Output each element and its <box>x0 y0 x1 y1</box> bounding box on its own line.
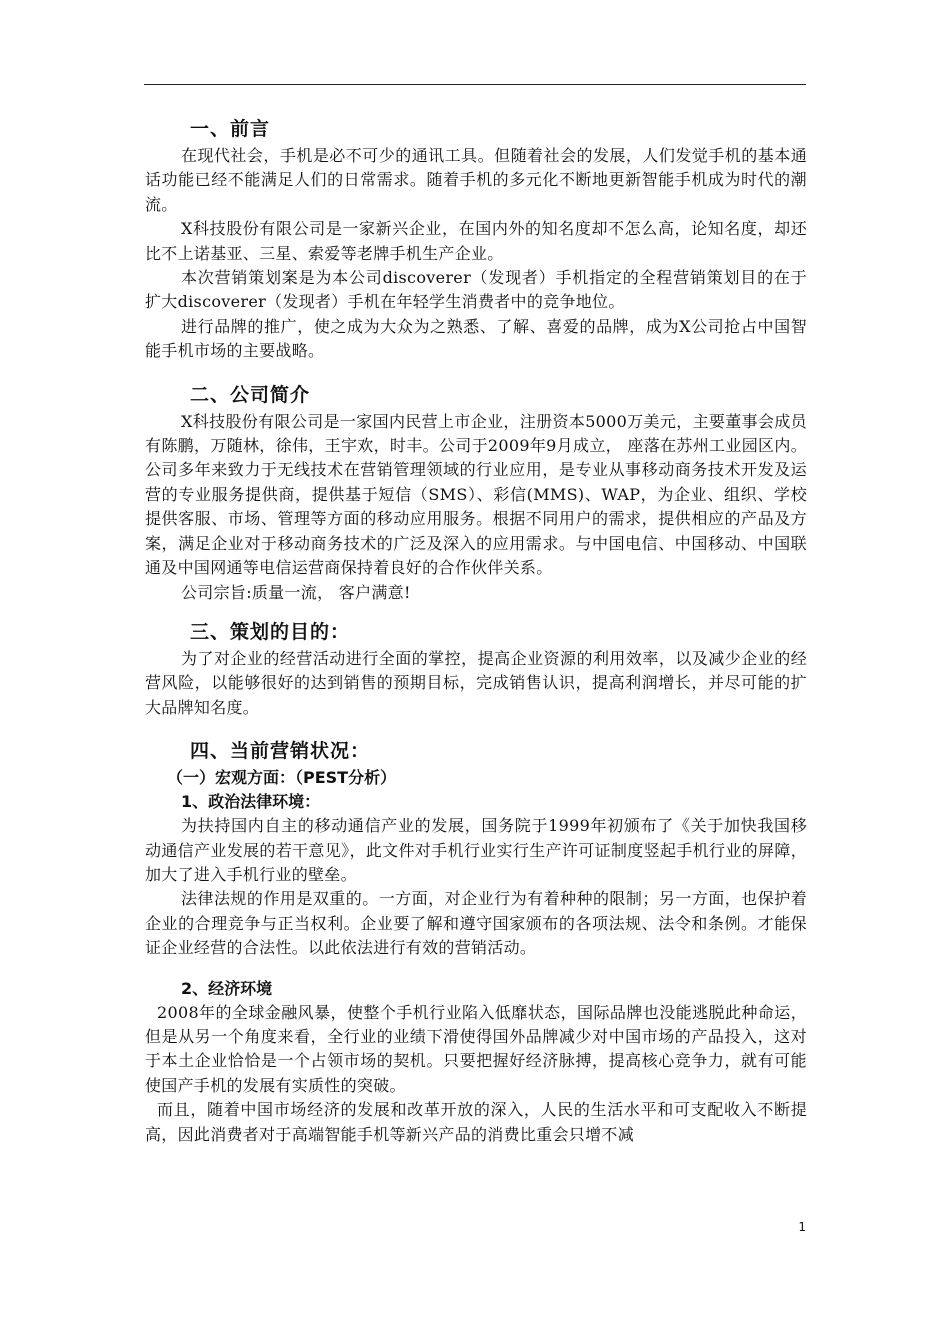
page-number: 1 <box>798 1220 806 1234</box>
section-heading-purpose: 三、策划的目的： <box>190 620 351 643</box>
section-heading-preface: 一、前言 <box>190 118 271 140</box>
subsection-heading-macro: （一）宏观方面：（PEST分析） <box>167 768 397 788</box>
header-rule <box>144 84 806 85</box>
paragraph: 法律法规的作用是双重的。一方面，对企业行为有着种种的限制；另一方面，也保护着企业的合理竞争与正当权利。企业要了解和遵守国家颁布的各项法规、法令和条例。才能保证企业经营的合法性。以此依法进行有效的营销活动。 <box>145 889 807 958</box>
section-heading-marketing: 四、当前营销状况： <box>190 740 371 763</box>
paragraph: 进行品牌的推广，使之成为大众为之熟悉、了解、喜爱的品牌，成为X公司抢占中国智能手机市场的主要战略。 <box>145 316 807 361</box>
paragraph: X科技股份有限公司是一家新兴企业，在国内外的知名度却不怎么高，论知名度，却还比不上诺基亚、三星、索爱等老牌手机生产企业。 <box>145 219 807 263</box>
paragraph: 为了对企业的经营活动进行全面的掌控，提高企业资源的利用效率，以及减少企业的经营风险，以能够很好的达到销售的预期目标，完成销售认识，提高利润增长，并尽可能的扩大品牌知名度。 <box>145 648 807 717</box>
paragraph: 为扶持国内自主的移动通信产业的发展，国务院于1999年初颁布了《关于加快我国移动通信产业发展的若干意见》，此文件对手机行业实行生产许可证制度竖起手机行业的屏障，加大了进入手机行业的壁垒。 <box>145 816 807 884</box>
item-heading-political: 1、政治法律环境： <box>181 792 321 812</box>
section-heading-company: 二、公司简介 <box>190 383 311 406</box>
paragraph: 公司宗旨:质量一流， 客户满意! <box>181 582 411 602</box>
paragraph: X科技股份有限公司是一家国内民营上市企业，注册资本5000万美元，主要董事会成员有陈鹏，万随林，徐伟，王宇欢，时丰。公司于2009年9月成立， 座落在苏州工业园区内。公司多年来致力于无线技术在营销管理领域的行业应用，是专业从事移动商务技术开发及运营的专业服务提供商，提供基于短信（SMS）、彩信(MMS)、WAP，为企业、组织、学校提供客服、市场、管理等方面的移动应用服务。根据不同用户的需求，提供相应的产品及方案，满足企业对于移动商务技术的广泛及深入的应用需求。与中国电信、中国移动、中国联通及中国网通等电信运营商保持着良好的合作伙伴关系。 <box>145 411 807 578</box>
paragraph: 而且，随着中国市场经济的发展和改革开放的深入，人民的生活水平和可支配收入不断提高，因此消费者对于高端智能手机等新兴产品的消费比重会只增不减 <box>145 1100 807 1144</box>
paragraph: 在现代社会，手机是必不可少的通讯工具。但随着社会的发展，人们发觉手机的基本通话功能已经不能满足人们的日常需求。随着手机的多元化不断地更新智能手机成为时代的潮流。 <box>145 146 807 214</box>
paragraph: 本次营销策划案是为本公司discoverer（发现者）手机指定的全程营销策划目的在于扩大discoverer（发现者）手机在年轻学生消费者中的竞争地位。 <box>145 268 807 312</box>
item-heading-economic: 2、经济环境 <box>181 978 273 998</box>
paragraph: 2008年的全球金融风暴，使整个手机行业陷入低靡状态，国际品牌也没能逃脱此种命运，但是从另一个角度来看，全行业的业绩下滑使得国外品牌减少对中国市场的产品投入，这对于本土企业恰恰是一个占领市场的契机。只要把握好经济脉搏，提高核心竞争力，就有可能使国产手机的发展有实质性的突破。 <box>145 1002 807 1095</box>
document-body <box>145 114 807 1147</box>
